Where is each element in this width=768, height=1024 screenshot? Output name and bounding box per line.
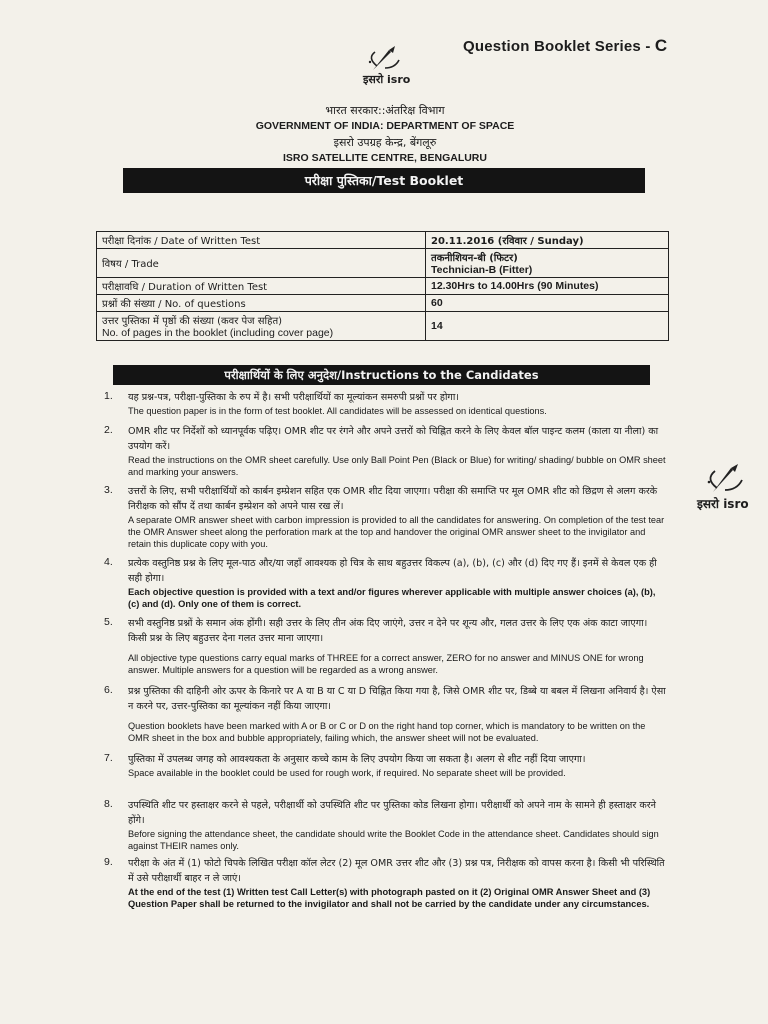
instruction-text-hindi: प्रत्येक वस्तुनिष्ठ प्रश्न के लिए मूल-पाठ और/या जहाँ आवश्यक हो चित्र के साथ बहुउत्तर विकल्प (a), (b), (c) और (d) दिए गए हैं। इनमें से केवल एक ही सही होगा।	[128, 558, 657, 584]
pages-label	[97, 312, 426, 341]
table-row	[97, 295, 669, 312]
instruction-item	[106, 556, 666, 610]
instruction-number: 7.	[104, 752, 113, 764]
trade-value-hindi: तकनीशियन-बी (फिटर)	[431, 253, 518, 264]
pages-value: 14	[426, 312, 669, 341]
isro-logo-text: इसरो isro	[697, 497, 749, 511]
table-row	[97, 278, 669, 295]
instruction-item	[106, 856, 666, 910]
trade-label: विषय / Trade	[97, 249, 426, 278]
instruction-number: 8.	[104, 798, 113, 810]
isro-rocket-logo-icon	[693, 462, 761, 496]
instruction-text-english: All objective type questions carry equal marks of THREE for a correct answer, ZERO for no answer and MINUS ONE for wrong answer. Multiple answers for a question will be regarded as a wrong answer.	[128, 653, 644, 675]
questions-label: प्रश्नों की संख्या / No. of questions	[97, 295, 426, 312]
header-line1-hindi: भारत सरकार::अंतरिक्ष विभाग	[325, 104, 445, 117]
instruction-text-english: At the end of the test (1) Written test Call Letter(s) with photograph pasted on it (2) Original OMR Answer Sheet and (3) Question Paper shall be returned to the invigilator and shall not be carried by the candidate under any circumstances.	[128, 887, 651, 909]
instruction-item	[106, 616, 666, 676]
instruction-text-english: Space available in the booklet could be used for rough work, if required. No separate sheet will be provided.	[128, 768, 566, 778]
instruction-number: 6.	[104, 684, 113, 696]
trade-value-english: Technician-B (Fitter)	[431, 264, 533, 276]
instruction-item	[106, 752, 666, 779]
isro-logo-text: इसरो isro	[363, 73, 411, 86]
trade-value	[426, 249, 669, 278]
question-booklet-series	[463, 36, 667, 56]
header-line2-hindi: इसरो उपग्रह केन्द्र, बेंगलूरु	[333, 136, 437, 149]
instruction-text-english: Question booklets have been marked with A or B or C or D on the right hand top corner, which is mandatory to be written on the OMR sheet in the box and bubble appropriately, failing which, the answer sheet will not be evaluated.	[128, 721, 646, 743]
instruction-item	[106, 390, 666, 417]
instruction-number: 4.	[104, 556, 113, 568]
instruction-text-hindi: उत्तरों के लिए, सभी परीक्षार्थियों को कार्बन इम्प्रेशन सहित एक OMR शीट दिया जाएगा। परीक्षा की समाप्ति पर मूल OMR शीट को छिद्रण से अलग करके निरीक्षक को सौंप दें तथा कार्बन इम्प्रेशन को अपने पास रख लें।	[128, 486, 658, 512]
instruction-item	[106, 484, 666, 550]
instruction-text-hindi: प्रश्न पुस्तिका की दाहिनी ओर ऊपर के किनारे पर A या B या C या D चिह्नित किया गया है, जिसे OMR शीट पर, डिब्बे या बबल में लिखना अनिवार्य है। ऐसा न करने पर, उत्तर-पुस्तिका का मूल्यांकन नहीं किया जाएगा।	[128, 686, 666, 712]
instruction-text-english: Read the instructions on the OMR sheet carefully. Use only Ball Point Pen (Black or Blue) for writing/ shading/ bubble on OMR sheet and marking your answers.	[128, 455, 666, 477]
instruction-number: 1.	[104, 390, 113, 402]
isro-rocket-logo-icon	[355, 44, 421, 74]
table-row	[97, 312, 669, 341]
instruction-number: 3.	[104, 484, 113, 496]
instruction-text-english: A separate OMR answer sheet with carbon impression is provided to all the candidates for answering. On completion of the test tear the OMR Answer sheet along the perforation mark at the top and handover the original OMR answer sheet to the invigilator and retain this duplicate copy with you.	[128, 515, 665, 549]
instruction-item	[106, 424, 666, 478]
duration-value: 12.30Hrs to 14.00Hrs (90 Minutes)	[426, 278, 669, 295]
series-letter: C	[654, 36, 668, 55]
instruction-text-hindi: पुस्तिका में उपलब्ध जगह को आवश्यकता के अनुसार कच्चे काम के लिए उपयोग किया जा सकता है। अलग से शीट नहीं दिया जाएगा।	[128, 754, 586, 765]
date-label: परीक्षा दिनांक / Date of Written Test	[97, 232, 426, 249]
instruction-text-hindi: उपस्थिति शीट पर हस्ताक्षर करने से पहले, परीक्षार्थी को उपस्थिति शीट पर पुस्तिका कोड लिखना होगा। परीक्षार्थी को अपने नाम के सामने ही हस्ताक्षर करने होंगे।	[128, 800, 656, 826]
pages-label-hindi: उत्तर पुस्तिका में पृष्ठों की संख्या (कवर पेज सहित)	[102, 316, 283, 327]
instruction-text-hindi: परीक्षा के अंत में (1) फोटो चिपके लिखित परीक्षा कॉल लेटर (2) मूल OMR उत्तर शीट और (3) प्रश्न पत्र, निरीक्षक को वापस करना है। किसी भी परिस्थिति में उसे परीक्षार्थी बाहर न ले जाएं।	[128, 858, 665, 884]
table-row	[97, 232, 669, 249]
instruction-number: 5.	[104, 616, 113, 628]
instructions-title: परीक्षार्थियों के लिए अनुदेश/Instructions to the Candidates	[113, 365, 650, 385]
instruction-text-hindi: OMR शीट पर निर्देशों को ध्यानपूर्वक पढ़िए। OMR शीट पर रंगने और अपने उत्तरों को चिह्नित करने के लिए केवल बॉल पाइन्ट कलम (काला या नीला) का उपयोग करें।	[128, 426, 659, 452]
instruction-item	[106, 684, 666, 744]
test-booklet-title: परीक्षा पुस्तिका/Test Booklet	[123, 168, 645, 193]
series-label: Question Booklet Series -	[463, 38, 655, 55]
questions-value: 60	[426, 295, 669, 312]
exam-info-table	[96, 231, 669, 341]
duration-label: परीक्षावधि / Duration of Written Test	[97, 278, 426, 295]
instruction-text-english: Before signing the attendance sheet, the candidate should write the Booklet Code in the attendance sheet. Candidates should sign against THEIR names only.	[128, 829, 659, 851]
instruction-item	[106, 798, 666, 852]
instruction-number: 9.	[104, 856, 113, 868]
date-value: 20.11.2016 (रविवार / Sunday)	[426, 232, 669, 249]
isro-logo-top	[355, 44, 421, 90]
instruction-text-english: Each objective question is provided with a text and/or figures wherever applicable with multiple answer choices (a), (b), (c) and (d). Only one of them is correct.	[128, 587, 656, 609]
header-line1-english: GOVERNMENT OF INDIA: DEPARTMENT OF SPACE	[255, 120, 515, 132]
table-row	[97, 249, 669, 278]
instruction-text-english: The question paper is in the form of test booklet. All candidates will be assessed on identical questions.	[128, 406, 547, 416]
instruction-number: 2.	[104, 424, 113, 436]
pages-label-english: No. of pages in the booklet (including cover page)	[102, 327, 334, 339]
header-line2-english: ISRO SATELLITE CENTRE, BENGALURU	[283, 152, 487, 164]
instruction-text-hindi: सभी वस्तुनिष्ठ प्रश्नों के समान अंक होंगी। सही उत्तर के लिए तीन अंक दिए जाएंगे, उत्तर न देने पर शून्य और, गलत उत्तर के लिए एक अंक काटा जाएगा। किसी प्रश्न के लिए बहुउत्तर देना गलत उत्तर माना जाएगा।	[128, 618, 648, 644]
isro-logo-side	[693, 462, 761, 514]
instruction-text-hindi: यह प्रश्न-पत्र, परीक्षा-पुस्तिका के रुप में है। सभी परीक्षार्थियों का मूल्यांकन समरुपी प्रश्नों पर होगा।	[128, 392, 459, 403]
